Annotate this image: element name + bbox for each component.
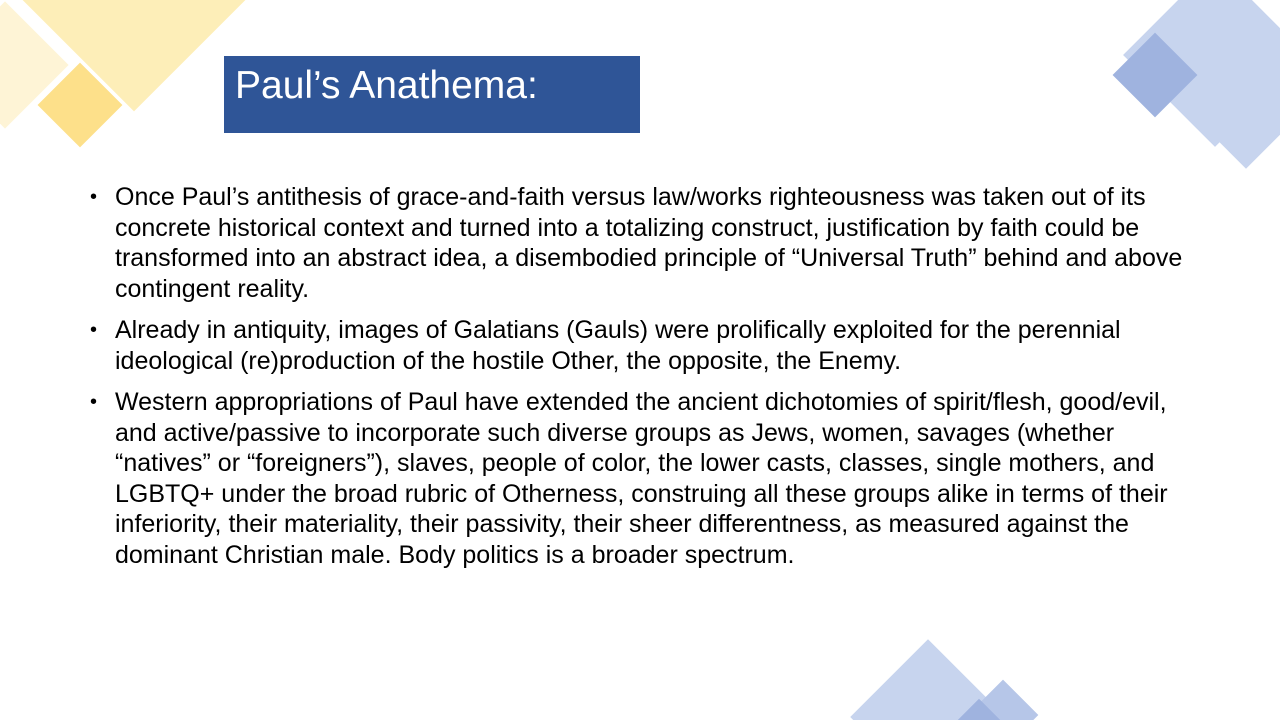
title-banner	[224, 56, 640, 133]
bullet-item	[88, 315, 1208, 376]
slide-title: Paul’s Anathema:	[235, 64, 538, 107]
bullet-icon: •	[90, 391, 98, 413]
bullet-icon: •	[90, 186, 98, 208]
bullet-text: Already in antiquity, images of Galatians (Gauls) were prolifically exploited for the perennial ideological (re)production of the hostile Other, the opposite, the Enemy.	[115, 316, 1121, 375]
bullet-item	[88, 387, 1208, 570]
bullet-list	[88, 182, 1208, 581]
bullet-icon: •	[90, 319, 98, 341]
bullet-text: Once Paul’s antithesis of grace-and-faith versus law/works righteousness was taken out of its concrete historical context and turned into a totalizing construct, justification by faith could be transformed into an abstract idea, a disembodied principle of “Universal Truth” behind and above contingent reality.	[115, 183, 1183, 303]
bullet-text: Western appropriations of Paul have extended the ancient dichotomies of spirit/flesh, good/evil, and active/passive to incorporate such diverse groups as Jews, women, savages (whether “natives” or “foreigners”), slaves, people of color, the lower casts, classes, single mothers, and LGBTQ+ under the broad rubric of Otherness, construing all these groups alike in terms of their inferiority, their materiality, their passivity, their sheer differentness, as measured against the dominant Christian male. Body politics is a broader spectrum.	[115, 388, 1168, 569]
bullet-item	[88, 182, 1208, 304]
